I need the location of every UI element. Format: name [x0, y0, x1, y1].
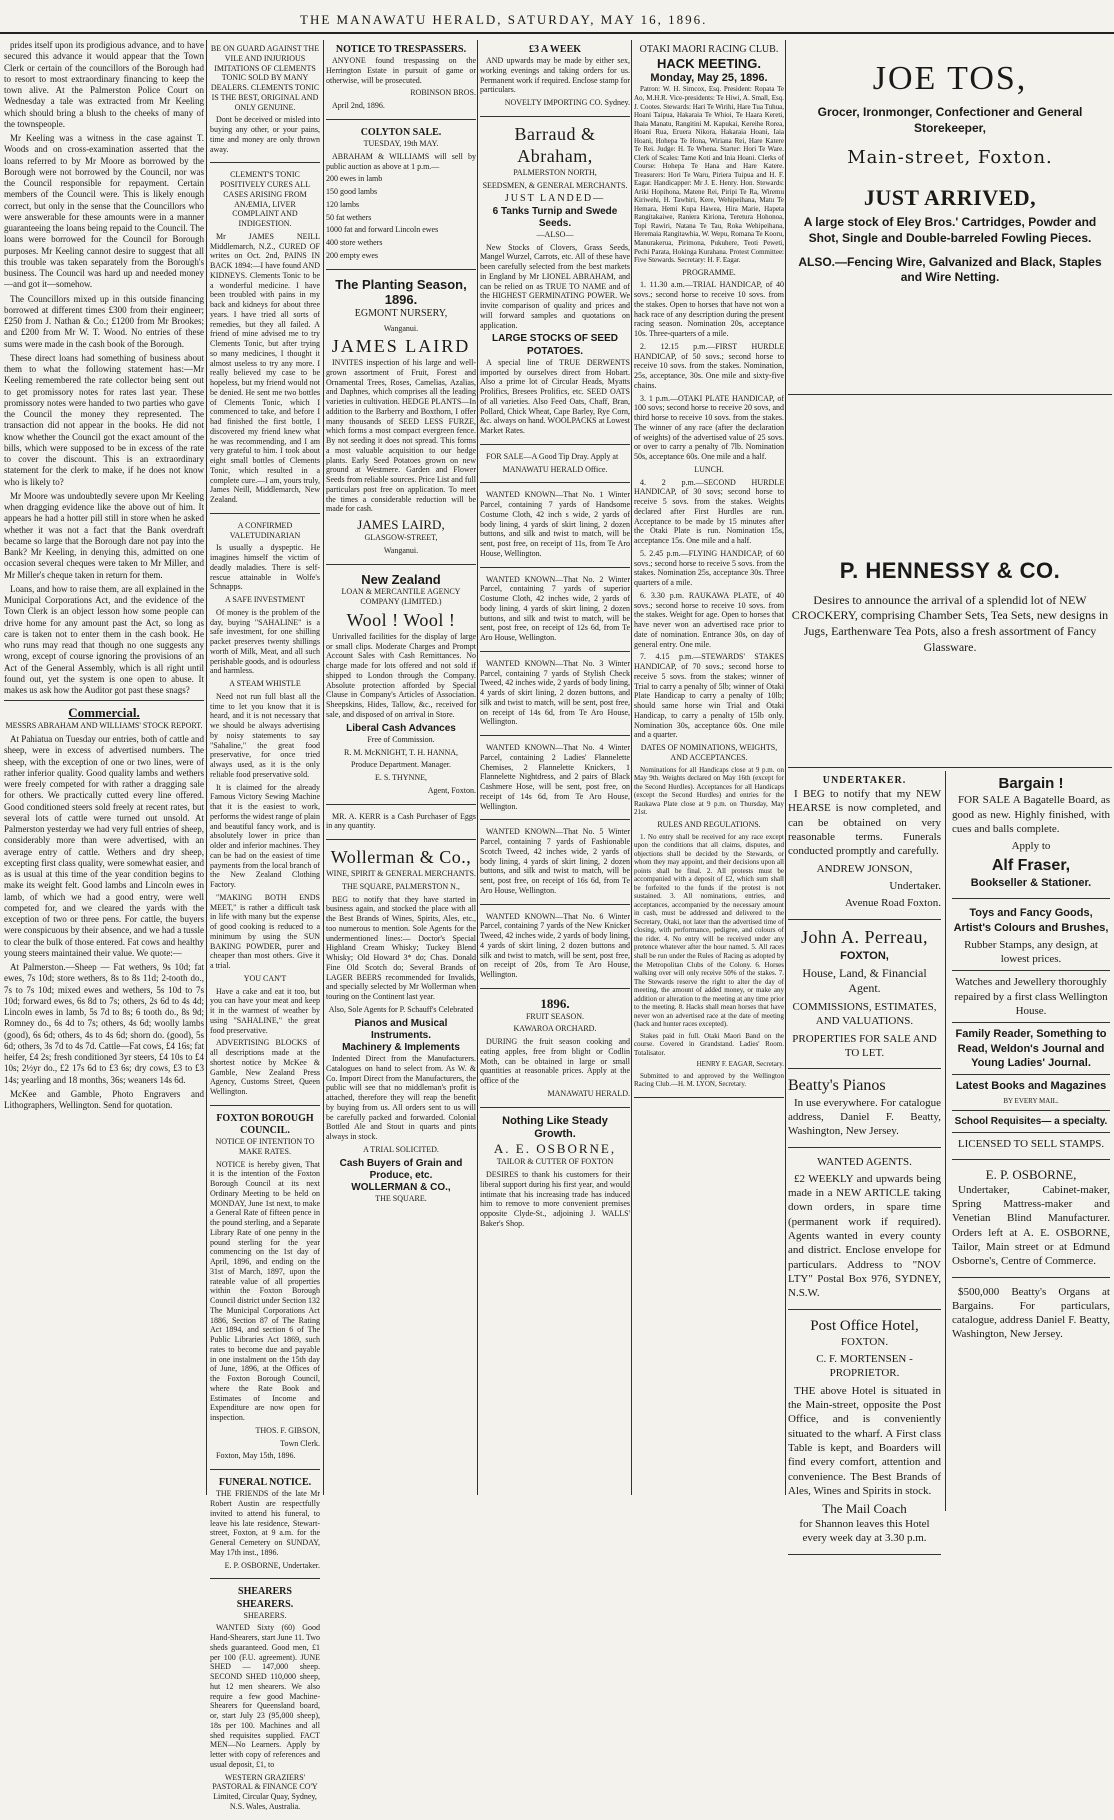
- ad-proprietor: C. F. MORTENSEN - PROPRIETOR.: [816, 1353, 913, 1380]
- ad-body: for Shannon leaves this Hotel every week day at 3.30 p.m.: [799, 1517, 930, 1545]
- race-entry: 1. 11.30 a.m.—TRIAL HANDICAP, of 40 sovs.; second horse to receive 10 sovs. from the stakes. Open to horses that have not won a hack race of any description during the present racing season. Nomination 20s, acceptance 10s. Three-quarters of a mile.: [634, 280, 784, 339]
- ad-body: WANTED KNOWN—That No. 1 Winter Parcel, containing 7 yards of Handsome Costume Cloth, 42 inch s wide, 2 yards of body lining, 4 yards of skirt lining, 2 dozen buttons, and silk and twist to match, will be sent, post free, on receipt of 11s, from Te Aro House, Wellington.: [480, 490, 630, 558]
- notice-trespassers: [326, 40, 476, 120]
- list-item: 1000 fat and forward Lincoln ewes: [326, 225, 439, 235]
- ad-body: Undertaker, Cabinet-maker, Spring Mattress-maker and Venetian Blind Manufacturer. Orders left at A. E. OSBORNE, Tailor, Main street or at Edmund Osborne's, Centre of Commerce.: [952, 1183, 1110, 1268]
- ad-line: School Requisites— a specialty.: [954, 1115, 1108, 1127]
- ad-name: Alf Fraser,: [991, 857, 1071, 875]
- signature: E. S. THYNNE,: [374, 773, 428, 783]
- ad-line: Latest Books and Magazines: [955, 1080, 1107, 1093]
- club-name: OTAKI MAORI RACING CLUB.: [639, 44, 779, 55]
- ad-kerr: [326, 808, 476, 841]
- race-entry: 6. 3.30 p.m. RAUKAWA PLATE, of 40 sovs.; second horse to receive 10 sovs. from the stakes. Weight for age. Open to horses that have never won an advertised race prior to date of nomination. Entrance 30s, on day of general entry. One mile.: [634, 590, 784, 649]
- ad-body: ABRAHAM & WILLIAMS will sell by public auction as above at 1 p.m.—: [326, 151, 476, 171]
- subheading: MESSRS ABRAHAM AND WILLIAMS' STOCK REPORT.: [5, 721, 203, 731]
- ad-body: ALSO.—Fencing Wire, Galvanized and Black, Staples and Wire Netting.: [798, 254, 1102, 285]
- column-rule: [206, 40, 207, 1495]
- ad-undertaker: [788, 771, 941, 920]
- ad-name: John A. Perreau,: [801, 926, 928, 947]
- ad-heading: Pianos and Musical Instruments.: [354, 1017, 448, 1041]
- ad-heading: UNDERTAKER.: [822, 775, 907, 786]
- paragraph: Mr Keeling was a witness in the case against T. Woods and on cross-examination asserted that the loans referred to by Mr Moore as borrowed by the Borough were not borrowed by the Council, nor was the Council responsible for repayment. Certain members of the Council were. This is likely enough correct, but only in the sense that the Councillors who were answerable for these amounts were in a manner guaranteeing the loans being repaid to the Council. The loans were borrowed for the Council for Borough purposes. Mr Keeling cannot desire to suggest that all this trouble was taken separately from the Borough's business. The Council was hard up and needed money—and got it—somehow.: [4, 133, 204, 290]
- ad-subheading: TAILOR & CUTTER OF FOXTON: [496, 1157, 614, 1167]
- ad-perreau: [788, 923, 941, 1070]
- ad-james-laird: [326, 273, 476, 565]
- column-racing: [634, 40, 784, 1495]
- ad-heading: WANTED AGENTS.: [817, 1155, 912, 1168]
- signature: MANAWATU HERALD Office.: [502, 464, 608, 474]
- race-entry: 2. 12.15 p.m.—FIRST HURDLE HANDICAP, of 50 sovs.; second horse to receive 10 sovs. from the stakes. Nomination, 25s, acceptance, 30s. One mile and sixty-five chains.: [634, 341, 784, 390]
- address: Main-street, Foxton.: [847, 146, 1053, 168]
- ad-heading: LARGE STOCKS OF SEED POTATOES.: [492, 333, 618, 357]
- notice-body: THE FRIENDS of the late Mr Robert Austin are respectfully invited to attend his funeral, to leave his late residence, Stewart-street, Foxton, at 9 a.m. for the General Cemetery on SUNDAY, May 17th inst., 1896.: [210, 1489, 320, 1557]
- ad-body: "MAKING BOTH ENDS MEET," is rather a difficult task in life with many but the expense of good cooking is reduced to a minimum by using the SUN BAKING POWDER, purer and cheaper than most others. Give it a trial.: [210, 892, 320, 970]
- masthead-title: THE MANAWATU HERALD, SATURDAY, MAY 16, 1896.: [300, 12, 708, 27]
- divider: [952, 1132, 1110, 1133]
- ad-subcolumn-right: [952, 771, 1110, 1511]
- ad-body: £2 WEEKLY and upwards being made in a NEW ARTICLE taking down orders, in spare time (permanent work if required). Agents wanted in every county and district. Enclose envelope for particulars. Address to "NOV LTY" Postal Box 976, SYDNEY, N.S.W.: [788, 1172, 941, 1300]
- programme-heading: PROGRAMME.: [682, 267, 736, 277]
- race-entry: 7. 4.15 p.m.—STEWARDS' STAKES HANDICAP, of 70 sovs.; second horse to receive 5 sovs. from the stakes; winner of Trial to carry a penalty of 5lb; winner of Otaki Plate Handicap to carry a penalty of 10lb; should same horse win Trial and Otaki Handicap, to carry a penalty of 15lb only. Nomination 30s, acceptance 60s. One mile and a quarter.: [634, 652, 784, 740]
- signature: Agent, Foxton.: [427, 785, 476, 795]
- ad-body: MR. A. KERR is a Cash Purchaser of Eggs in any quantity.: [326, 811, 476, 831]
- ad-hennessy: [788, 398, 1112, 768]
- ad-line: LICENSED TO SELL STAMPS.: [957, 1137, 1105, 1150]
- ad-winter-parcel-2: [480, 571, 630, 652]
- ad-name: Post Office Hotel,: [810, 1317, 919, 1334]
- signature: Undertaker.: [889, 879, 941, 892]
- list-item: 200 empty ewes: [326, 250, 378, 260]
- ad-line: Family Reader, Something to Read, Weldon's Journal and Young Ladies' Journal.: [955, 1028, 1107, 1069]
- ad-heading: SHEARERS SHEARERS.: [236, 1586, 294, 1610]
- ad-body: THE above Hotel is situated in the Main-street, opposite the Post Office, and is conveniently situated to the wharf. A First class Table is kept, and Boarders will find every comfort, attention and convenience. The Best Brands of Ales, Wines and Spirits in stock.: [788, 1384, 941, 1497]
- meeting-date: Monday, May 25, 1896.: [650, 72, 768, 85]
- column-editorial: [4, 40, 204, 1495]
- column-rule: [785, 40, 786, 1495]
- notice-subheading: NOTICE OF INTENTION TO MAKE RATES.: [215, 1137, 315, 1156]
- ad-body: Dont be deceived or misled into buying any other, or your pains, time and money are only thrown away.: [210, 115, 320, 154]
- approval-note: Submitted to and approved by the Wellington Racing Club.—H. M. LYON, Secretary.: [634, 1071, 784, 1089]
- ad-line: Rubber Stamps, any design, at lowest prices.: [964, 938, 1098, 966]
- ad-body: PROPERTIES FOR SALE AND TO LET.: [792, 1032, 937, 1059]
- divider: [952, 1074, 1110, 1075]
- ad-body: Unrivalled facilities for the display of large or small clips. Moderate Charges and Prompt Account Sales with Cash Remittances. No charge made for lots offered and not sold if shipped to London through the Company. Absolute protection afforded by Special Clause in Company's Articles of Association. Sheepskins, Hides, Tallow, &c., received for sale, and disposed of on arrival in Store.: [326, 631, 476, 719]
- paragraph: At Palmerston.—Sheep — Fat wethers, 9s 10d; fat ewes, 7s 10d; store wethers, 8s to 8s 11d; 2-tooth do., 7s to 7s 10d; mixed ewes and wethers, 5s 10d to 7s 10d; forward ewes, 6s 8d to 7s; others, 2s 6d to 4s 4d; Lincoln ewes in lamb, 5s 7d to 8s; 6 tooth do., 8s 9d; Romney do., 6s 4d to 7s; others, 4s 6d; woolly lambs (good), 6s 6d; others, 4s to 4s 6d; shorn do. (good), 5s 6d; others, 3s 7d to 4s 7d. Cattle—Fat cows, £4 16s; fat heifer, £4 2s; fresh conditioned 3yr steers, £4 10s to £4 10s; 2½yr do., £2 17s 6d to £3 6s; dry cows, £3 to £3 14s; yearling and 18 months, 36s; weaners 14s 6d.: [4, 962, 204, 1085]
- ad-clements-guard: [210, 40, 320, 163]
- notice-heading: NOTICE TO TRESPASSERS.: [335, 44, 467, 55]
- ad-body: WANTED KNOWN—That No. 6 Winter Parcel, containing 7 yards of the New Knicker Tweed, 42 inches wide, 2 yards of body lining, 4 yards of skirt lining, 2 dozen buttons and silk and twist to match, will be sent, post free, on receipt of 20s, from Te Aro House, Wellington.: [480, 911, 630, 980]
- ad-body: Apply to: [1011, 840, 1051, 853]
- signature: Produce Department. Manager.: [351, 760, 451, 770]
- ad-clements-tonic: [210, 166, 320, 514]
- ad-body: INVITES inspection of his large and well-grown assortment of Fruit, Forest and Ornamental Trees, Roses, Camelias, Azalias, and Daphnes, which comprises all the leading varieties in cultivation. HEDGE PLANTS—In addition to the Barberry and Boxthorn, I offer many thousands of SEED LESS FURZE, which forms a most compact evergreen fence. By not seeding it does not spread. This forms a most valuable acquisition to our hedge plants. Early Seed Potatoes grown on new ground at Westmere. Garden and Flower Seeds from reliable sources. Price List and full particulars post free on application. To meet the times a considerable reduction will be made for cash.: [326, 358, 476, 514]
- column-ads-4: [480, 40, 630, 1495]
- ad-body: COMMISSIONS, ESTIMATES, AND VALUATIONS.: [792, 1001, 937, 1028]
- ad-otaki-racing: [634, 40, 784, 1098]
- ad-subheading: WINE, SPIRIT & GENERAL MERCHANTS.: [326, 869, 476, 879]
- ad-subheading: FRUIT SEASON.: [525, 1011, 585, 1021]
- ad-wanted-agents: [788, 1151, 941, 1310]
- dates-body: Nominations for all Handicaps close at 9 p.m. on May 9th. Weights declared on May 16th (except for the Second Hurdles). Acceptances for all Handicaps (except the Second Hurdles) and entries for the Raukawa Plate close at 9 p.m. on Thursday, May 21st.: [634, 765, 784, 817]
- ad-subheading: —ALSO—: [536, 229, 574, 239]
- address: PALMERSTON NORTH,: [513, 167, 597, 177]
- ad-shearers: [210, 1582, 320, 1819]
- notice-body: ANYONE found trespassing on the Herrington Estate in pursuit of game or otherwise, will be prosecuted.: [326, 56, 476, 85]
- ad-body: Need not run full blast all the time to let you know that it is heard, and it is not necessary that we should be always advertising by noisy statements to say "Sahaline," the great food preservative, for once tried always used, as it is the only reliable food preservative sold.: [210, 691, 320, 779]
- ad-body: A large stock of Eley Bros.' Cartridges, Powder and Shot, Single and Double-barreled Fowling Pieces.: [803, 215, 1097, 246]
- ad-heading: A STEAM WHISTLE: [229, 679, 301, 688]
- column-ads-3: [326, 40, 476, 1495]
- ad-subheading: SEEDSMEN, & GENERAL MERCHANTS.: [482, 180, 628, 190]
- divider: [4, 700, 204, 701]
- address: Avenue Road Foxton.: [844, 897, 941, 910]
- ad-winter-parcel-6: [480, 908, 630, 989]
- signature: WESTERN GRAZIERS' PASTORAL & FINANCE CO'Y Limited, Circular Quay, Sydney, N.S. Wales, Australia.: [212, 1772, 318, 1811]
- signature: Town Clerk.: [280, 1438, 320, 1448]
- signature: ANDREW JONSON,: [816, 862, 913, 875]
- ad-grid: [788, 771, 1112, 1545]
- ad-name: JOE TOS,: [872, 60, 1028, 97]
- ad-body: Have a cake and eat it too, but you can have your meat and keep it in the warmest of weather by using "SAHALINE," the great food preservative.: [210, 986, 320, 1035]
- ad-heading: JUST LANDED—: [504, 193, 606, 205]
- ad-heading: The Planting Season, 1896.: [335, 276, 467, 308]
- ad-nz-loan: [326, 568, 476, 805]
- ad-joe-tos: [788, 40, 1112, 395]
- ad-subheading: KAWAROA ORCHARD.: [513, 1024, 597, 1034]
- paragraph: McKee and Gamble, Photo Engravers and Lithographers, Wellington. Send for quotation.: [4, 1088, 204, 1111]
- ad-heading: A CONFIRMED VALETUDINARIAN: [229, 520, 301, 540]
- ad-subheading: EGMONT NURSERY,: [354, 308, 448, 320]
- ad-subheading: House, Land, & Financial Agent.: [802, 965, 927, 996]
- race-entry: 3. 1 p.m.—OTAKI PLATE HANDICAP, of 100 sovs; second horse to receive 20 sovs, and third horse to receive 10 sovs. from the stakes. The winner of any race (after the declaration of weights) of the advertised value of 25 sovs. or over to carry a penalty of 7lb. Nomination 50s, acceptance 60s. One mile and a half.: [634, 393, 784, 462]
- divider: [952, 1110, 1110, 1111]
- signature: JAMES LAIRD,: [357, 517, 445, 533]
- ad-body: It is claimed for the already Famous Victory Sewing Machine that it is the easiest to work, performs the widest range of plain and beautiful fancy work, and is absolutely lower in price than older and inferior machines. They can be had on the easiest of time payments from the local branch of the New Zealand Clothing Factory.: [210, 782, 320, 889]
- section-heading: RULES AND REGULATIONS.: [657, 819, 761, 829]
- ad-heading: Machinery & Implements: [342, 1041, 460, 1053]
- ad-heading: The Mail Coach: [822, 1501, 907, 1517]
- ad-body: ADVERTISING BLOCKS of all descriptions made at the shortest notice by McKee & Gamble, New Zealand Press Agency, Customs Street, Queen Wellington.: [210, 1038, 320, 1096]
- ad-subheading: Grocer, Ironmonger, Confectioner and General Storekeeper,: [817, 105, 1083, 136]
- ad-winter-parcel-5: [480, 823, 630, 904]
- ad-name: P. HENNESSY & CO.: [839, 558, 1061, 583]
- ad-novelty: [480, 40, 630, 117]
- section-heading: DATES OF NOMINATIONS, WEIGHTS, AND ACCEPTANCES.: [640, 743, 778, 762]
- ad-body: WANTED KNOWN—That No. 4 Winter Parcel, containing 2 Ladies' Flannelette Chemises, 2 Flannelette Knickers, 1 Flannelette Nightdress, and 2 pairs of Black Cashmere Hose, will be sent, post free, on receipt of 14s 6d, from Te Aro House, Wellington.: [480, 743, 630, 811]
- ad-name: E. P. OSBORNE,: [985, 1166, 1077, 1182]
- ad-heading: YOU CAN'T: [243, 973, 287, 983]
- ad-body: Of money is the problem of the day, buying "SAHALINE" is a safe investment, for one shilling packet preserves twenty shillings worth of Milk, Meat, and all such perishable goods, and is odourless and harmless.: [210, 607, 320, 676]
- ad-heading: A SAFE INVESTMENT: [224, 595, 305, 604]
- ad-line: BY EVERY MAIL.: [1003, 1096, 1059, 1105]
- divider: [952, 1022, 1110, 1023]
- ad-body: Desires to announce the arrival of a splendid lot of NEW CROCKERY, comprising Chamber Sets, Tea Sets, new designs in Jugs, Earthenware Tea Pots, also a fresh assortment of Fancy Glassware.: [791, 592, 1109, 654]
- ad-heading: CLEMENT'S TONIC POSITIVELY CURES ALL CASES ARISING FROM ANÆMIA, LIVER COMPLAINT AND INDIGESTION.: [219, 170, 310, 228]
- ad-beatty-pianos: [788, 1072, 941, 1147]
- paragraph: These direct loans had something of business about them to what the following statement has:—Mr Keeling remembered the rate collector being sent out to get promissory notes for rates last year. These promissory notes were handed to two parties who gave the Council the money they represented. The transaction did not appear in the books. He did not know whether the Council got the exact amount of the bills, which were supposed to be in excess of the rate to cover the discount. This is an extraordinary statement for the clerk to make, if he does not know who is likely to?: [4, 352, 204, 487]
- ad-body: BEG to notify that they have started in business again, and stocked the place with all the Best Brands of Wines, Spirits, Ales, etc., too numerous to mention. Sole Agents for the undermentioned lines:— Doctor's Special Highland Cream Whisky; Tuckey Blend Whisky; Old Howard 3* do; Chas. Donald Fine Old Scotch do; Several Brands of LAGER BEERS recommended for Invalids, and specially selected by Mr Wollerman when touring on the Continent last year.: [326, 894, 476, 1002]
- ad-body: $500,000 Beatty's Organs at Bargains. For particulars, catalogue, address Daniel F. Beatty, Washington, New Jersey.: [952, 1285, 1110, 1341]
- ad-wollerman: [326, 843, 476, 1212]
- ad-body: WANTED KNOWN—That No. 2 Winter Parcel, containing 7 yards of superior Costume Cloth, 42 inches wide, 2 yards of body lining, 4 yards of skirt lining, 2 dozen buttons, and silk and twist to match, will be sent, post free, on receipt of 12s 6d, from Te Aro House, Wellington.: [480, 574, 630, 643]
- masthead: [0, 0, 1114, 34]
- officials: Patron: W. H. Simcox, Esq. President: Ropata Te Ao, M.H.R. Vice-presidents: Te Hiwi, A. Small, Esq. J. Cootes. Stewards: Hari Te Wirihi, Hare Tua Tuhua, Hoani Taipua, Hakaraia Te Whioi, Te Haara Kereti, Ihaia Manatu, Rangitini M. Kapukai, Kereihe Rorea, Hoani Rua, Eruera Nikora, Hakaraia Hoani, Iaia Hoani, Hohepa Te Hona, Wiriana Rei, Hare Katere Te Rei. Judge: H. Te Whena. Starter: Hori Te Ware. Clerk of Scales: Tame Koti and Inia Hoani. Clerks of Course: Hohepa Te Hana and Hare Katere. Treasurers: Hori Te Waru, Piriera Tuipua and H. F. Eagar. Handicapper: Mr J. E. Henry. Hon. Stewards: Ariki Hopihona, Matene Rei, Piripi Te Ra, Wiremu Kiriwehi, H. Tawhiri, Kere, Wehipeihana, Matu Te Hemara, Hemi Kupa Hawea, Hira Marie, Hapeta Rangitakaiwe, Raniera Kiriona, Teretura Hohonoa, Topi Rawiri, Natana Te Tau, Roka Wehipeihana, Heremaia Rangitawhia, W. Wepu, Romana Te Kooru, Manurakerua, Pirimona, Pukuhere, Teoti Peweti, Pechi Parata, Hokinga Kurahana. Protest Committee: Five Stewards. Secretary: H. F. Eagar.: [634, 85, 784, 265]
- ad-winter-parcel-3: [480, 655, 630, 736]
- notice-funeral: [210, 1473, 320, 1579]
- list-item: 200 ewes in lamb: [326, 174, 383, 184]
- ad-body: WANTED KNOWN—That No. 5 Winter Parcel, containing 7 yards of Fashionable Scotch Tweed, 42 inches wide, 2 yards of body lining, 4 yards of skirt lining, 2 dozen buttons, and silk and twist to match, will be sent, post free, on receipt of 16s 6d, from Te Aro House, Wellington.: [480, 827, 630, 895]
- meeting-title: HACK MEETING.: [657, 56, 761, 72]
- ad-fruit-season: [480, 992, 630, 1108]
- address: Wanganui.: [383, 545, 419, 555]
- paragraph: Mr Moore was undoubtedly severe upon Mr Keeling when dragging evidence like the above out of him. It appears he had a hotter pill still in store when he asked whether it was not a fact that the Bank overdraft became so large that the Borough dare not pay into the Bank? Mr Keeling, in denying this, admitted on one occasion several cheques were taken to Mr Miller, and Mr Miller's cheque taken in return for them.: [4, 490, 204, 580]
- paragraph: At Pahiatua on Tuesday our entries, both of cattle and sheep, were in excess of advertised numbers. The sheep, with the exception of one or two lines, were of rather inferior quality. Good quality lambs and wethers were freely competed for with rather a dragging sale for others. We practically cutted every line offered. Good conditioned steers sold freely at recent rates, but several lots of cattle were turned out unsold. At Palmerston yesterday we had very full entries of sheep, considerably more than were advertised, with an average entry of cattle. Wethers and dry sheep, excepting first class quality, were somewhat easier, and as is usual at this time of the year condition begins to make its weight felt. Good lambs and Lincoln ewes in lamb, of which we had a good entry, were well competed for, and we cleared the yards with the exception of two or three pens. For cattle, the buyers were conspicuous by their absence, and we had a tussle to clear the bulk of those entered. Fat cows and healthy young steers maintained their value. We quote:—: [4, 734, 204, 958]
- ad-name: Barraud & Abraham,: [514, 123, 596, 166]
- column-ads-2: [210, 40, 320, 1811]
- race-entry: 4. 2 p.m.—SECOND HURDLE HANDICAP, of 30 sovs; second horse to receive 5 sovs. from the stakes. Weights declared after First Hurdles are run. Acceptance to be made by 15 minutes after the Otaki Plate is run. Nomination 15s, acceptance 15s. One mile and a half.: [634, 477, 784, 546]
- ad-subheading: Free of Commission.: [367, 734, 435, 744]
- ad-winter-parcel-1: [480, 486, 630, 567]
- ad-body: In use everywhere. For catalogue address, Daniel F. Beatty, Washington, New Jersey.: [788, 1096, 941, 1138]
- ad-heading: BE ON GUARD AGAINST THE VILE AND INJURIOUS IMITATIONS OF CLEMENTS TONIC SOLD BY MANY DEALERS. CLEMENTS TONIC IS THE BEST, ORIGINAL AND ONLY GENUINE.: [210, 44, 320, 112]
- ad-body: DURING the fruit season cooking and eating apples, free from blight or Codlin Moth, can be obtained in large or small quantities at reasonable prices. Apply at the office of the: [480, 1037, 630, 1086]
- ad-fraser-goods: [952, 902, 1110, 1160]
- ad-heading: 1896.: [540, 995, 570, 1011]
- signature: E. P. OSBORNE, Undertaker.: [224, 1560, 320, 1570]
- ad-date: TUESDAY, 19th MAY.: [363, 139, 439, 149]
- ad-town: FOXTON.: [840, 1335, 889, 1348]
- signature: NOVELTY IMPORTING CO. Sydney.: [504, 98, 630, 108]
- ad-body: A special line of TRUE DERWENTS imported by ourselves direct from Hobart. Also a prime lot of Circular Heads, Myatts Prolifics, Bresees Prolifics, etc. SEED OATS of all varieties. Also Feed Oats, Chaff, Bran, Pollard, Chick Wheat, Cape Barley, Rye Corn, &c. always on hand. WOOLPACKS at Lowest Market Rates.: [480, 357, 630, 436]
- stakes-body: Stakes paid in full. Otaki Maori Band on the course. Covered in Grandstand. Ladies' Room. Totalisator.: [634, 1031, 784, 1057]
- ad-heading: £3 A WEEK: [528, 44, 582, 55]
- ad-heading: JUST ARRIVED,: [863, 184, 1037, 210]
- ad-body: WANTED Sixty (60) Good Hand-Shearers, start June 11. Two sheds guaranteed. Good men, £1 per 100 (F.U. agreement). JUNE SHED — 147,000 sheep. SECOND SHED 110,000 sheep, hut 12 men shearers. We also require a few good Machine-Shearers for Queensland board, or, start July 23 (95,000 sheep), 18s per 100. Machines and all shed requisites supplied. FACT MEN—No Learners. Apply by letter with copy of references and usual deposit, £1, to: [210, 1623, 320, 1769]
- list-item: 120 lambs: [326, 199, 360, 209]
- ad-name: WOLLERMAN & CO.,: [351, 1181, 451, 1193]
- ad-heading: Cash Buyers of Grain and Produce, etc.: [339, 1157, 463, 1181]
- ad-heading: New Zealand: [361, 571, 441, 587]
- race-entry: 5. 2.45 p.m.—FLYING HANDICAP, of 60 sovs.; second horse to receive 5 sovs. from the stakes. Nomination 25s, acceptance 30s. Three quarters of a mile.: [634, 548, 784, 588]
- ad-name: Beatty's Pianos: [788, 1077, 886, 1095]
- ad-osborne-undertaker: [952, 1163, 1110, 1278]
- ad-body: A TRIAL SOLICITED.: [363, 1144, 439, 1154]
- date: April 2nd, 1896.: [332, 101, 385, 111]
- list-item: 400 store wethers: [326, 238, 383, 248]
- ad-body: FOR SALE A Bagatelle Board, as good as new. Highly finished, with cues and balls complete.: [952, 794, 1110, 835]
- ad-body: New Stocks of Clovers, Grass Seeds, Mangel Wurzel, Carrots, etc. All of these have been carefully selected from the best markets in England by Mr LIONEL ABRAHAM, and can be relied on as TRUE TO NAME and of the HIGHEST GERMINATING POWER. We invite comparison of quality and prices and will forward samples and quotations on application.: [480, 242, 630, 330]
- ad-bargain: [952, 771, 1110, 899]
- ad-name: JAMES LAIRD: [331, 336, 471, 357]
- ad-subheading: Bookseller & Stationer.: [970, 877, 1092, 889]
- column-ads-6: [788, 40, 1112, 1545]
- paragraph: Loans, and how to raise them, are all explained in the Municipal Corporations Act, and the evidence of the Town Clerk is an object lesson how some people can drive home for any amount past the Act, so long as care is taken not to enter them in the cash book. He who runs may read that though no one suggests any wrong, except of course ignoring the provisions of an Act of the General Assembly, which is all right until found out, yet the system is one open to abuse. It makes us ask how the Auditor got past these snags?: [4, 583, 204, 695]
- ad-winter-parcel-4: [480, 739, 630, 820]
- ad-wool: Wool ! Wool !: [346, 609, 456, 630]
- ad-body: I BEG to notify that my NEW HEARSE is now completed, and can be obtained on very reasonable terms. Funerals conducted promptly and carefully.: [788, 788, 941, 858]
- ad-line: Watches and Jewellery thoroughly repaired by a first class Wellington House.: [954, 976, 1108, 1018]
- ad-body: Is usually a dyspeptic. He imagines himself the victim of deadly maladies. There is self-rescue attainable in Wolfe's Schnapps.: [210, 543, 320, 592]
- lunch-heading: LUNCH.: [694, 464, 724, 474]
- ad-subheading: SHEARERS.: [243, 1610, 287, 1620]
- signature: ROBINSON BROS.: [410, 88, 476, 98]
- divider: [952, 970, 1110, 971]
- paragraph: prides itself upon its prodigious advance, and to have secured this advance it would appear that the Town Clerk or certain of the councillors of the Borough had to resort to most extraordinary financing to keep the town alive. At the Palmerston Police Court on Wednesday a tale was extracted from Mr Keeling which should bring a blush to the cheeks of many of the townspeople.: [4, 40, 204, 129]
- ad-body: AND upwards may be made by either sex, working evenings and taking orders for us. Permanent work if required. Enclose stamp for particulars.: [480, 56, 630, 95]
- notice-foxton-rates: [210, 1109, 320, 1470]
- ad-post-office-hotel: [788, 1313, 941, 1555]
- address: THE SQUARE, PALMERSTON N.,: [342, 881, 460, 891]
- address: THE SQUARE.: [375, 1194, 427, 1204]
- ad-heading: Bargain !: [998, 775, 1064, 792]
- ad-subcolumn-left: [788, 771, 946, 1545]
- notice-heading: FUNERAL NOTICE.: [218, 1477, 312, 1489]
- signature: HENRY F. EAGAR, Secretary.: [696, 1060, 784, 1069]
- ad-subheading: LOAN & MERCANTILE AGENCY COMPANY (LIMITED.): [341, 587, 461, 607]
- list-item: 50 fat wethers: [326, 212, 372, 222]
- ad-body: Indented Direct from the Manufacturers. Catalogues on hand to select from. As W. & Co. Import Direct from the Manufacturers, the public will see that no middleman's profit is attached, therefore they will reap the benefit by buying from us. All orders sent to us will be carefully packed and forwarded. Colonial Bottled Ale and Stout in quarts and pints always in stock.: [326, 1054, 476, 1142]
- ad-name: Wollerman & Co.,: [330, 847, 472, 868]
- ad-body: Also, Sole Agents for P. Schauff's Celebrated: [328, 1004, 474, 1014]
- list-item: 150 good lambs: [326, 187, 378, 197]
- notice-body: NOTICE is hereby given, That it is the intention of the Foxton Borough Council at its next Ordinary Meeting to be held on MONDAY, June 1st next, to make a General Rate of fifteen pence in the pound sterling, and a Separate Library Rate of one penny in the pound sterling for the year commencing on the 1st day of April, 1896, and ending on the 31st of March, 1897, upon the rateable value of all properties within the Foxton Borough Council district under Section 132 The Municipal Corporations Act 1886, Section 87 of The Rating Act 1894, and section 6 of The Public Libraries Act 1869, such rates to become due and payable in one instalment on the 15th day of June, 1896, at the Offices of the Foxton Borough Council, where the Rate Book and Estimates of Income and Expenditure are now open for inspection.: [210, 1159, 320, 1423]
- column-rule: [477, 40, 478, 1495]
- ad-colyton-sale: [326, 123, 476, 270]
- notice-heading: FOXTON BOROUGH COUNCIL.: [216, 1112, 314, 1136]
- column-rule: [631, 40, 632, 1495]
- ad-heading: COLYTON SALE.: [360, 126, 442, 138]
- ad-line: Toys and Fancy Goods, Artist's Colours and Brushes,: [953, 907, 1109, 934]
- signature: THOS. F. GIBSON,: [255, 1425, 320, 1435]
- ad-body: DESIRES to thank his customers for their liberal support during his first year, and would intimate that his increasing trade has induced him to remove to more convenient premises opposite Clyde-St., adjoining J. WALLS' Baker's Shop.: [480, 1170, 630, 1228]
- column-rule: [323, 40, 324, 1495]
- ad-tip-dray: [480, 448, 630, 484]
- ad-body: WANTED KNOWN—That No. 3 Winter Parcel, containing 7 yards of Stylish Check Tweed, 42 inches wide, 2 yards of body lining, 4 yards of skirt lining, 2 dozen buttons, and silk and twist to match, will be sent, post free, on receipt of 14s 6d, from Te Aro House, Wellington.: [480, 658, 630, 727]
- ad-town: FOXTON,: [840, 949, 889, 962]
- ad-heading: 6 Tanks Turnip and Swede Seeds.: [492, 205, 618, 229]
- ad-heading: Liberal Cash Advances: [346, 722, 456, 734]
- paragraph: The Councillors mixed up in this outside financing borrowed at different times £300 from their engineer; £250 from J. Nathan & Co.; £1200 from Mr Brookes; and £200 from Mr W. T. Wood. No entries of these sums were made in the cash book of the Borough.: [4, 293, 204, 349]
- ad-heading: Nothing Like Steady Growth.: [502, 1114, 608, 1141]
- ad-misc: [210, 517, 320, 1106]
- section-heading: Commercial.: [68, 705, 140, 721]
- date: Foxton, May 15th, 1896.: [216, 1451, 296, 1461]
- ad-body: Mr JAMES NEILL Middlemarch, N.Z., CURED OF writes on Oct. 2nd, PAINS IN BACK 1894:—I have found AND KIDNEYS. Clements Tonic to be a wonderful medicine. I have been troubled with pains in my back and kidneys for about three years. I have tried all sorts of remedies, but they all failed. A friend of mine advised me to try Clements Tonic, but after trying so many medicines, I thought it almost useless to try any more. I really believed my case to be hopeless, but my friend would not be denied. He sent me two bottles of Clements Tonic, which I commenced to take, and before I had finished the first bottle, I discovered my friend knew what he was recommending, and I am very grateful to him. I took about eight small bottles of Clements Tonic, which resulted in a complete cure.—I am, yours truly, James Neill, Middlemarch, New Zealand.: [210, 231, 320, 504]
- ad-osborne-tailor: [480, 1111, 630, 1237]
- ad-barraud-abraham: [480, 120, 630, 445]
- signature: MANAWATU HERALD.: [547, 1088, 630, 1098]
- ad-body: FOR SALE—A Good Tip Dray. Apply at: [486, 451, 619, 461]
- signature: R. M. McKNIGHT, T. H. HANNA,: [344, 747, 458, 757]
- rules-body: 1. No entry shall be received for any race except upon the conditions that all claims, disputes, and objections shall be decided by the Stewards, or whom they may appoint, and their decisions upon all points shall be final. 2. All protests must be accompanied with a deposit of £2, which sum shall be forfeited to the funds if the protest is not sustained. 3. All nominations, entries, and acceptances, accompanied by the necessary amount in cash, must be addressed and delivered to the Secretary, Otaki, not later than the advertised time of closing, with performance, pedigree, and colours of the rider. 4. No entry will be received under any pretence whatever after the hour named. 5. All races shall be run under the Rules of Racing as adopted by the Metropolitan Clubs of the Colony. 6. Horses walking over will only receive 50% of the stakes. 7. The Stewards reserve the right to alter the day of meeting, the amount of added money, or make any addition or alteration to the meeting at any time prior to the meeting. 8. Hacks shall mean horses that have never won an advertised race at the date of meeting (hack and hunter races excepted).: [634, 832, 784, 1029]
- ad-name: A. E. OSBORNE,: [493, 1141, 617, 1157]
- address: GLASGOW-STREET,: [364, 533, 438, 543]
- ad-place: Wanganui.: [383, 323, 419, 333]
- ad-beatty-organs: [952, 1281, 1110, 1350]
